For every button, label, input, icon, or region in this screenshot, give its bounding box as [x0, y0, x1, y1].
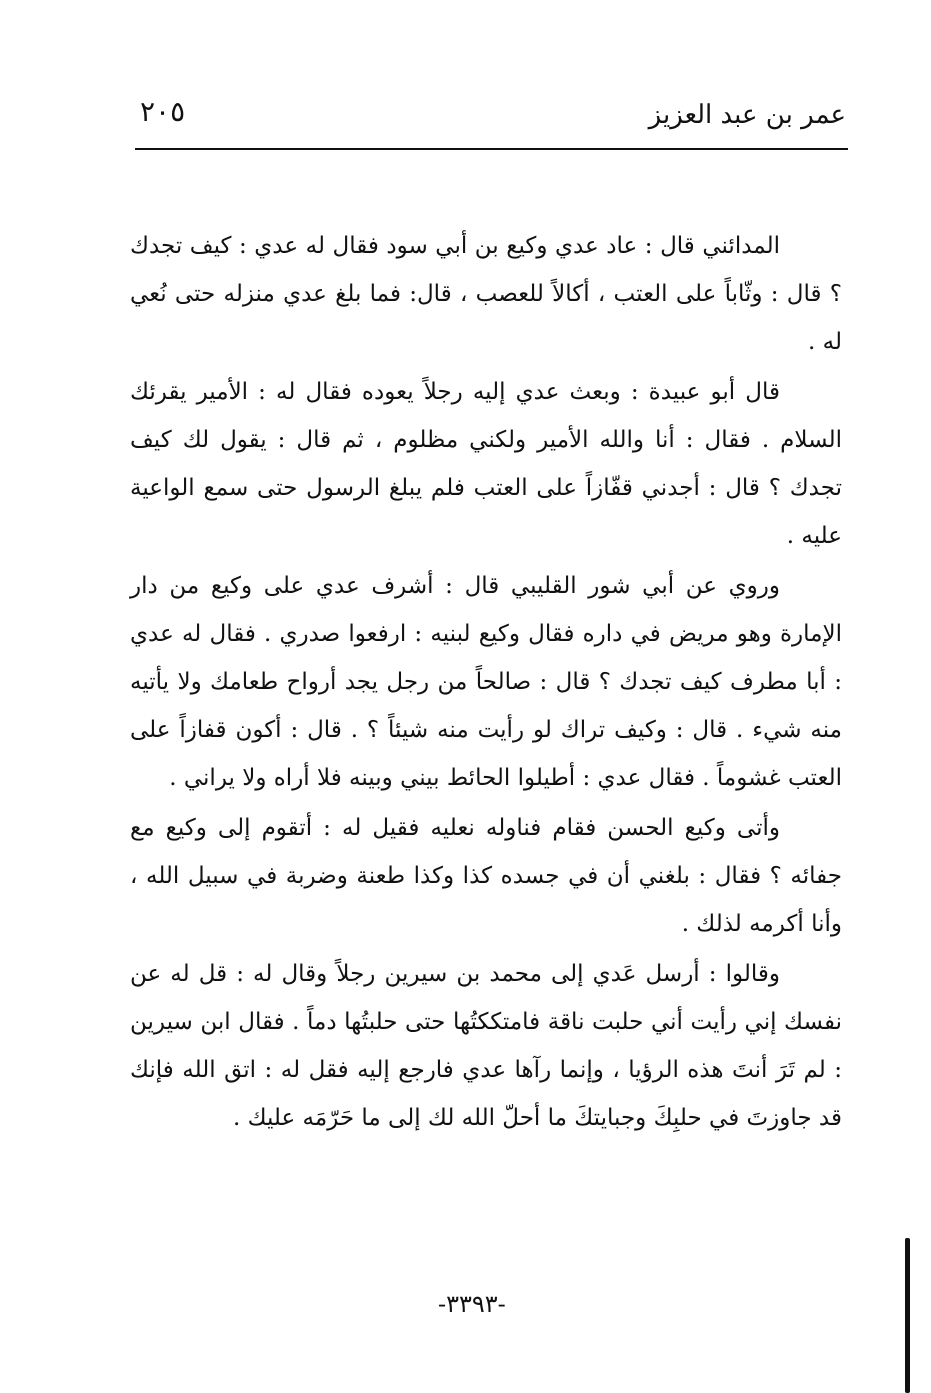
body-text	[130, 222, 842, 1144]
paragraph: وقالوا : أرسل عَدي إلى محمد بن سيرين رجلاً وقال له : قل له عن نفسك إني رأيت أني حلبت ناقة فامتككتُها حتى حلبتُها دماً . فقال ابن سيرين : لم تَرَ أنتَ هذه الرؤيا ، وإنما رآها عدي فارجع إليه فقل له : اتق الله فإنك قد جاوزتَ في حلبِكَ وجبايتكَ ما أحلّ الله لك إلى ما حَرّمَه عليك .	[130, 961, 843, 1131]
paragraph: وروي عن أبي شور القليبي قال : أشرف عدي على وكيع من دار الإمارة وهو مريض في داره فقال وكيع لبنيه : ارفعوا صدري . فقال له عدي : أبا مطرف كيف تجدك ؟ قال : صالحاً من رجل يجد أرواح طعامك ولا يأتيه منه شيء . قال : وكيف تراك لو رأيت منه شيئاً ؟ . قال : أكون قفازاً على العتب غشوماً . فقال عدي : أطيلوا الحائط بيني وبينه فلا أراه ولا يراني .	[130, 573, 842, 791]
running-title: عمر بن عبد العزيز	[648, 100, 846, 130]
paragraph: المدائني قال : عاد عدي وكيع بن أبي سود فقال له عدي : كيف تجدك ؟ قال : وثّاباً على العتب ، أكالاً للعصب ، قال: فما بلغ عدي منزله حتى نُعي له .	[130, 233, 842, 355]
scan-margin-line	[905, 1238, 910, 1393]
page-number: ٢٠٥	[140, 95, 186, 128]
footer-page-number: -٣٣٩٣-	[438, 1290, 506, 1318]
paragraph: وأتى وكيع الحسن فقام فناوله نعليه فقيل له : أتقوم إلى وكيع مع جفائه ؟ فقال : بلغني أن في جسده كذا وكذا طعنة وضربة في سبيل الله ، وأنا أكرمه لذلك .	[130, 815, 842, 937]
header-rule	[135, 148, 848, 150]
paragraph: قال أبو عبيدة : وبعث عدي إليه رجلاً يعوده فقال له : الأمير يقرئك السلام . فقال : أنا والله الأمير ولكني مظلوم ، ثم قال : يقول لك كيف تجدك ؟ قال : أجدني قفّازاً على العتب فلم يبلغ الرسول حتى سمع الواعية عليه .	[130, 379, 842, 549]
